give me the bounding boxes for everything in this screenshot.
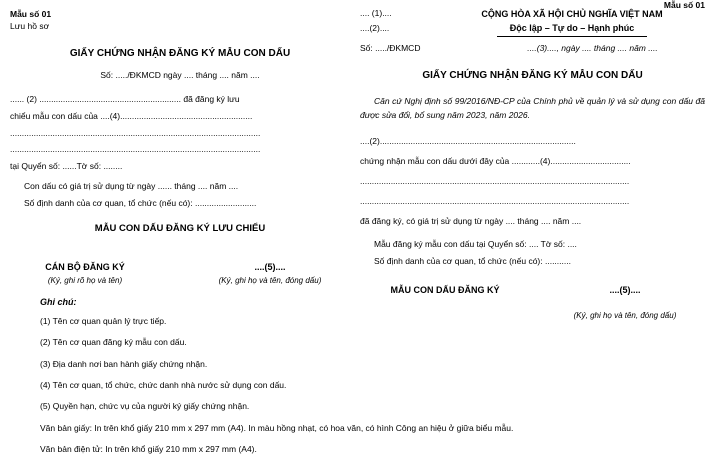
note-paragraph: Văn bản điện tử: In trên khổ giấy 210 mm x 297 mm (A4). [40, 443, 257, 454]
note-item: (1) Tên cơ quan quản lý trực tiếp. [40, 316, 167, 327]
left-officer-title: CÁN BỘ ĐĂNG KÝ [45, 262, 125, 273]
left-officer-subtitle: (Ký, ghi rõ họ và tên) [47, 275, 123, 285]
right-line-quyen: Mẫu đăng ký mẫu con dấu tại Quyển số: .... Tờ số: .... [374, 239, 577, 250]
left-line-6: Con dấu có giá trị sử dụng từ ngày ...... tháng .... năm .... [24, 181, 239, 192]
right-org-line-2: ....(2).... [360, 23, 390, 33]
right-form-code: Mẫu số 01 [663, 0, 705, 10]
right-number-label: Số: ...../ĐKMCD [360, 43, 421, 53]
right-line-dots-2: .................................................................................................................. [360, 196, 630, 207]
right-line-dots-1: .................................................................................................................. [360, 176, 630, 187]
left-officer-signature [10, 260, 160, 287]
right-nation-line-2: Độc lập – Tự do – Hạnh phúc [509, 22, 635, 33]
left-line-4: .......................................................................................................... [10, 144, 261, 155]
right-number-row [360, 43, 705, 53]
right-legal-basis: Căn cứ Nghị định số 99/2016/NĐ-CP của Chính phủ về quản lý và sử dụng con dấu đã được sửa đổi, bổ sung năm 2023, năm 2026. [360, 96, 705, 120]
right-org-line-1: .... (1).... [360, 8, 392, 18]
right-nation-line-1: CỘNG HÒA XÃ HỘI CHỦ NGHĨA VIỆT NAM [481, 9, 663, 19]
right-form-header [360, 8, 705, 37]
left-line-1: ...... (2) ............................................................ đã đăng ký lưu [10, 94, 240, 105]
left-number-line: Số: ...../ĐKMCD ngày .... tháng .... năm .... [100, 69, 260, 80]
left-authority-subtitle: (Ký, ghi họ và tên, đóng dấu) [218, 275, 322, 285]
left-line-7: Số định danh của cơ quan, tổ chức (nếu có): .......................... [24, 197, 257, 208]
left-line-3: .......................................................................................................... [10, 127, 261, 138]
nation-underline [497, 36, 647, 37]
right-stamp-caption: MẪU CON DẤU ĐĂNG KÝ [390, 285, 500, 296]
left-authority-title: ....(5).... [254, 262, 286, 273]
right-line-valid: đã đăng ký, có giá trị sử dụng từ ngày .... tháng .... năm .... [360, 216, 582, 227]
left-form-subnote: Lưu hồ sơ [10, 21, 50, 32]
left-line-5: tại Quyển số: ......Tờ số: ........ [10, 160, 123, 171]
right-certificate-title: GIẤY CHỨNG NHẬN ĐĂNG KÝ MẪU CON DẤU [422, 70, 643, 81]
right-dateline-wrap [480, 43, 705, 53]
note-item: (4) Tên cơ quan, tổ chức, chức danh nhà nước sử dụng con dấu. [40, 379, 287, 390]
left-signature-row [10, 260, 350, 287]
left-line-2: chiểu mẫu con dấu của ....(4)........................................................ [10, 110, 253, 121]
right-org-block [360, 8, 440, 33]
note-paragraph: Văn bản giấy: In trên khổ giấy 210 mm x 297 mm (A4). In màu hồng nhạt, có hoa văn, có hình Công an hiệu ở giữa biểu mẫu. [40, 422, 514, 433]
left-form-code: Mẫu số 01 [10, 9, 52, 19]
left-form-column [10, 8, 350, 288]
notes-title: Ghi chú: [40, 297, 77, 307]
left-certificate-title: GIẤY CHỨNG NHẬN ĐĂNG KÝ MẪU CON DẤU [69, 47, 291, 59]
right-line-org: ....(2)................................................................................... [360, 136, 576, 147]
note-item: (3) Địa danh nơi ban hành giấy chứng nhận. [40, 358, 208, 369]
left-stamp-caption: MẪU CON DẤU ĐĂNG KÝ LƯU CHIỂU [94, 223, 266, 235]
right-form-column [360, 0, 705, 322]
right-authority-subtitle: (Ký, ghi họ và tên, đóng dấu) [573, 310, 677, 320]
right-line-code: Số định danh của cơ quan, tổ chức (nếu có): ........... [374, 255, 571, 266]
notes-section [40, 296, 680, 464]
right-authority-title: ....(5).... [609, 285, 641, 296]
right-line-certify: chứng nhận mẫu con dấu dưới đây của ............(4).................................. [360, 156, 631, 167]
right-nation-block [447, 8, 697, 37]
note-item: (5) Quyền hạn, chức vụ của người ký giấy chứng nhận. [40, 401, 250, 412]
right-dateline: ....(3)...., ngày .... tháng .... năm .... [527, 43, 658, 53]
left-authority-signature [190, 260, 350, 287]
left-form-header [10, 8, 350, 33]
note-item: (2) Tên cơ quan đăng ký mẫu con dấu. [40, 337, 187, 348]
